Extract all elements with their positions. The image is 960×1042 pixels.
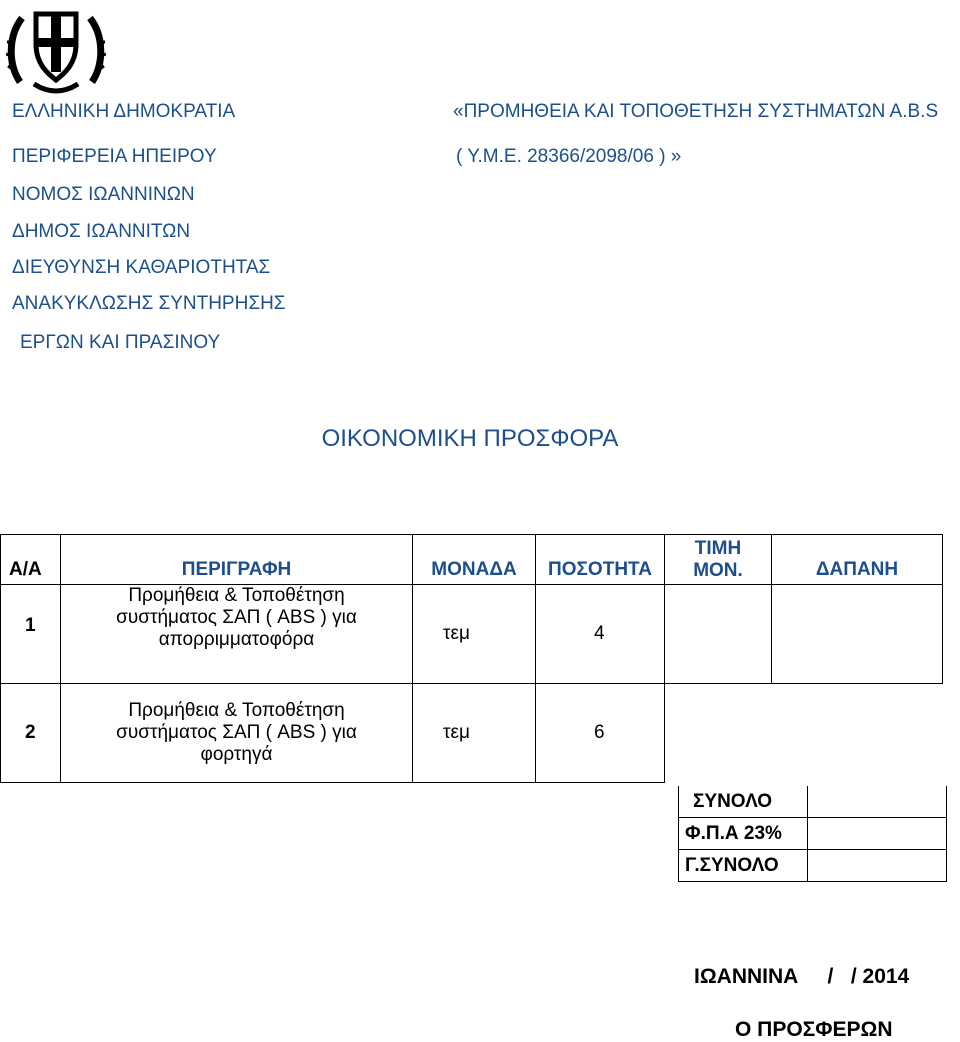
header-quantity: ΠΟΣΟΤΗΤΑ <box>536 535 665 585</box>
total-value <box>808 786 947 818</box>
offer-table <box>0 534 943 783</box>
row-description-line: συστήματος ΣΑΠ ( ABS ) για <box>116 722 357 743</box>
offerer-label: Ο ΠΡΟΣΦΕΡΩΝ <box>735 1018 893 1041</box>
row-quantity: 4 <box>536 585 665 684</box>
grand-total-label: Γ.ΣΥΝΟΛΟ <box>679 850 808 882</box>
issuer-country: ΕΛΛΗΝΙΚΗ ΔΗΜΟΚΡΑΤΙΑ <box>12 101 236 122</box>
row-cost <box>772 585 943 684</box>
issuer-directorate-line1: ΔΙΕΥΘΥΝΣΗ ΚΑΘΑΡΙΟΤΗΤΑΣ <box>12 257 271 278</box>
table-row <box>1 684 943 783</box>
row-description <box>61 684 413 783</box>
row-aa: 2 <box>1 684 61 783</box>
header-cost: ΔΑΠΑΝΗ <box>772 535 943 585</box>
issuer-prefecture: ΝΟΜΟΣ ΙΩΑΝΝΙΝΩΝ <box>12 184 195 205</box>
totals-row <box>679 818 947 850</box>
grand-total-value <box>808 850 947 882</box>
greek-coat-of-arms-icon <box>6 4 106 96</box>
row-cost <box>772 684 943 783</box>
header-unit: ΜΟΝΑΔΑ <box>413 535 536 585</box>
project-title: «ΠΡΟΜΗΘΕΙΑ ΚΑΙ ΤΟΠΟΘΕΤΗΣΗ ΣΥΣΤΗΜΑΤΩΝ Α.Β.S <box>453 101 939 122</box>
header-aa: Α/Α <box>1 535 61 585</box>
table-header-row <box>1 535 943 585</box>
issuer-directorate-line3: ΕΡΓΩΝ ΚΑΙ ΠΡΑΣΙΝΟΥ <box>20 332 221 353</box>
row-quantity: 6 <box>536 684 665 783</box>
total-label: ΣΥΝΟΛΟ <box>679 786 808 818</box>
row-description-line: απορριμματοφόρα <box>158 629 315 650</box>
vat-label: Φ.Π.Α 23% <box>679 818 808 850</box>
row-unit-price <box>665 585 772 684</box>
header-description: ΠΕΡΙΓΡΑΦΗ <box>61 535 413 585</box>
row-description-line: Προμήθεια & Τοποθέτηση <box>128 700 345 721</box>
totals-row <box>679 850 947 882</box>
issuer-municipality: ΔΗΜΟΣ ΙΩΑΝΝΙΤΩΝ <box>12 221 191 242</box>
totals-row <box>679 786 947 818</box>
vat-value <box>808 818 947 850</box>
totals-table <box>678 786 947 882</box>
row-description-line: συστήματος ΣΑΠ ( ABS ) για <box>116 607 357 628</box>
issuer-region: ΠΕΡΙΦΕΡΕΙΑ ΗΠΕΙΡΟΥ <box>12 146 217 167</box>
header-unit-price-line1: ΤΙΜΗ <box>694 537 742 559</box>
row-unit-price <box>665 684 772 783</box>
header-unit-price <box>665 535 772 585</box>
row-unit: τεμ <box>413 684 536 783</box>
header-unit-price-line2: ΜΟΝ. <box>693 559 743 581</box>
place-date: ΙΩΑΝΝΙΝΑ / / 2014 <box>694 965 910 988</box>
row-unit: τεμ <box>413 585 536 684</box>
row-description <box>61 585 413 684</box>
document-title: ΟΙΚΟΝΟΜΙΚΗ ΠΡΟΣΦΟΡΑ <box>321 425 619 452</box>
row-aa: 1 <box>1 585 61 684</box>
table-row <box>1 585 943 684</box>
row-description-line: Προμήθεια & Τοποθέτηση <box>128 585 345 606</box>
row-description-line: φορτηγά <box>200 744 273 765</box>
project-reference: ( Υ.Μ.Ε. 28366/2098/06 ) » <box>456 146 682 167</box>
issuer-directorate-line2: ΑΝΑΚΥΚΛΩΣΗΣ ΣΥΝΤΗΡΗΣΗΣ <box>12 293 286 314</box>
